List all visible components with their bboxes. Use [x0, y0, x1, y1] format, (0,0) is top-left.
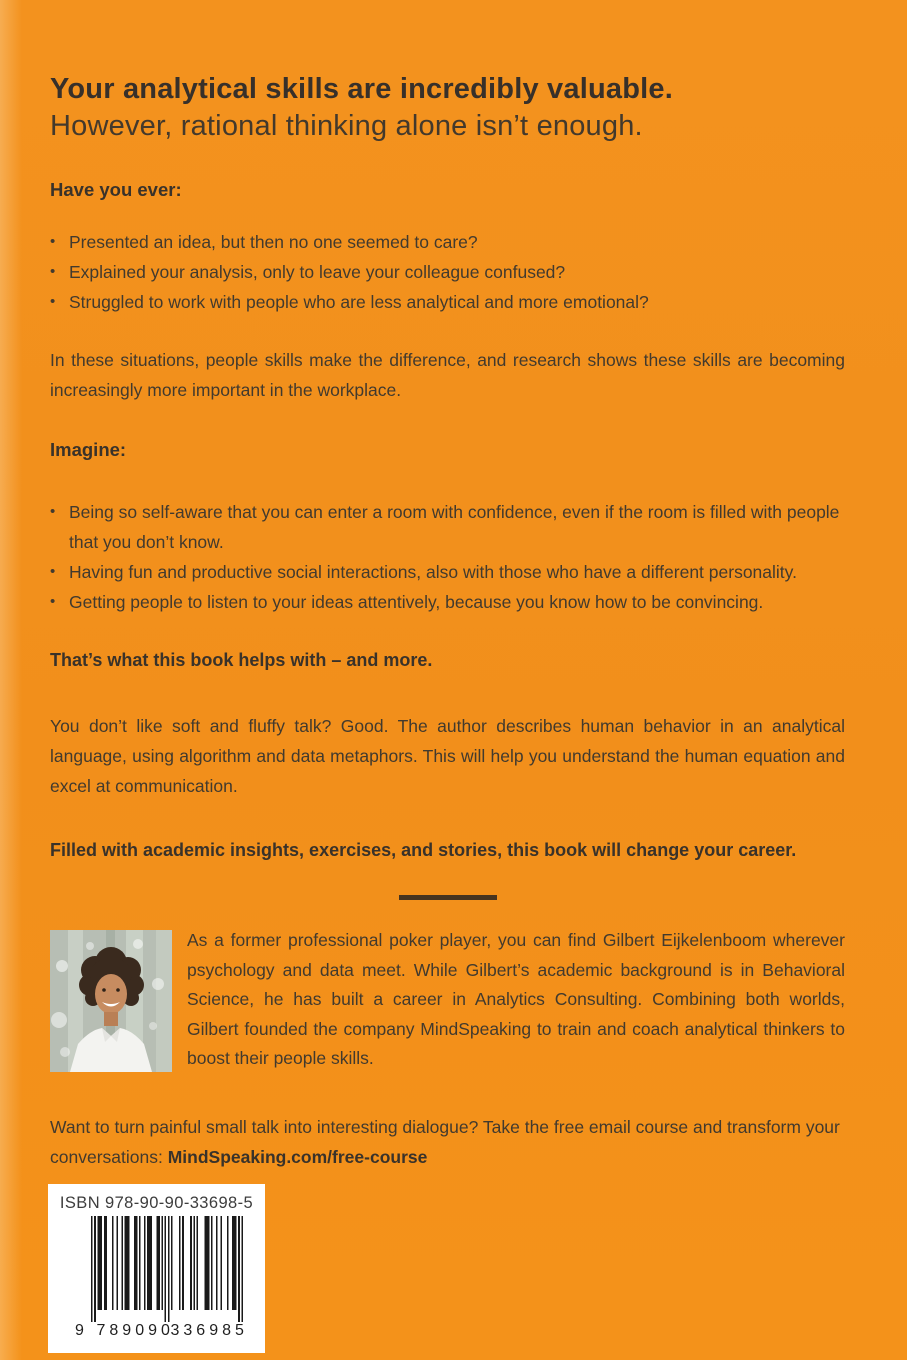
section-label-have-you-ever: Have you ever: [50, 179, 182, 200]
section-label-imagine: Imagine: [50, 439, 127, 460]
bullet-item [50, 557, 845, 587]
bullet-item [50, 227, 845, 257]
cta-link: MindSpeaking.com/free-course [167, 1146, 428, 1167]
ean-barcode [67, 1216, 247, 1342]
paragraph-filled-with: Filled with academic insights, exercises, and stories, this book will change your career. [50, 840, 797, 860]
barcode-digit-group: 9 [75, 1321, 84, 1339]
paragraph-soft-fluffy: You don’t like soft and fluffy talk? Good. The author describes human behavior in an analytical language, using algorithm and data metaphors. This will help you understand the human equation and excel at communication. [50, 716, 845, 796]
cta-paragraph [50, 1112, 845, 1172]
bullet-text: Struggled to work with people who are less analytical and more emotional? [69, 292, 649, 312]
bullet-text: Explained your analysis, only to leave your colleague confused? [69, 262, 566, 282]
barcode-panel [48, 1184, 265, 1353]
bullet-text: Being so self-aware that you can enter a room with confidence, even if the room is filled with people that you don’t know. [69, 502, 840, 552]
barcode-bars [91, 1216, 243, 1324]
bullet-dot-icon: • [50, 563, 56, 580]
headline-line-2: However, rational thinking alone isn’t enough. [50, 110, 643, 142]
bullet-item [50, 587, 845, 617]
bullet-dot-icon: • [50, 293, 56, 310]
bullet-item [50, 257, 845, 287]
bullet-dot-icon: • [50, 263, 56, 280]
isbn-label: ISBN 978-90-90-33698-5 [59, 1193, 254, 1212]
bullet-dot-icon: • [50, 233, 56, 250]
paragraph-situations: In these situations, people skills make the difference, and research shows these skills are becoming increasingly more important in the workplace. [50, 350, 845, 400]
bullet-text: Presented an idea, but then no one seemed to care? [69, 232, 478, 252]
bullet-dot-icon: • [50, 503, 56, 520]
author-bio: As a former professional poker player, you can find Gilbert Eijkelenboom wherever psychology and data meet. While Gilbert’s academic background is in Behavioral Science, he has built a career in Analytics Consulting. Combining both worlds, Gilbert founded the company MindSpeaking to train and coach analytical thinkers to boost their people skills. [187, 930, 845, 1068]
bullet-dot-icon: • [50, 593, 56, 610]
paragraph-helps-with: That’s what this book helps with – and more. [50, 650, 433, 670]
headline-line-1: Your analytical skills are incredibly valuable. [50, 73, 673, 105]
bullet-list-have-you-ever [50, 227, 845, 317]
bullet-text: Getting people to listen to your ideas attentively, because you know how to be convincing. [69, 592, 764, 612]
bullet-list-imagine [50, 497, 845, 617]
cta-text: Want to turn painful small talk into interesting dialogue? Take the free email course and transform your conversations: [50, 1116, 840, 1167]
bullet-item [50, 287, 845, 317]
headline [50, 0, 845, 145]
author-photo [50, 930, 172, 1072]
bullet-item [50, 497, 845, 557]
bullet-text: Having fun and productive social interactions, also with those who have a different personality. [69, 562, 797, 582]
barcode-digit-group: 789090 [96, 1321, 174, 1339]
section-divider [399, 895, 497, 900]
barcode-digit-group: 336985 [170, 1321, 248, 1339]
author-section [50, 930, 845, 1074]
